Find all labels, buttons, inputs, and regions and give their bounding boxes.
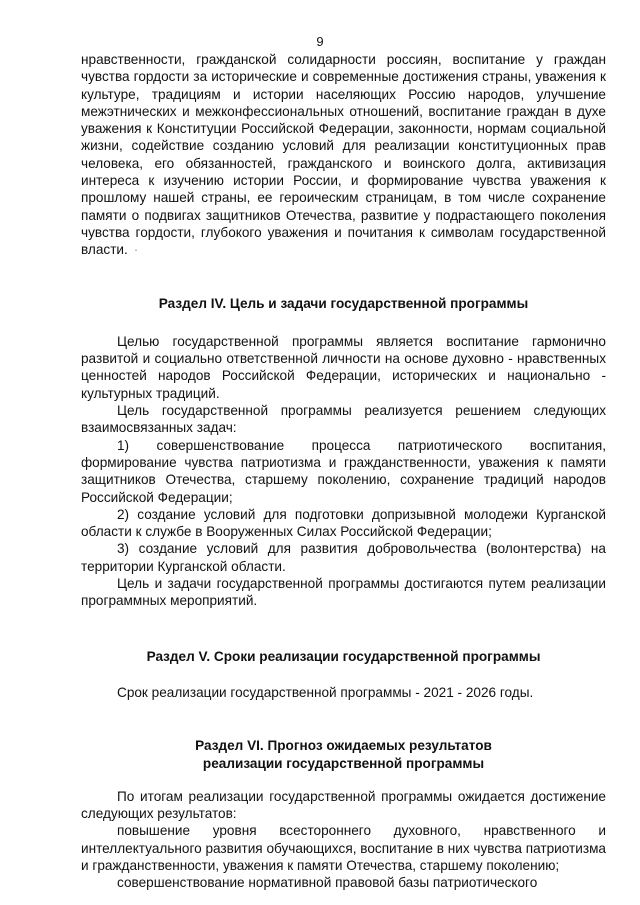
- section-4-paragraph-2: Цель государственной программы реализуется решением следующих взаимосвязанных задач:: [81, 403, 606, 436]
- stray-mark: ·: [133, 242, 139, 258]
- section-6-paragraph-1: По итогам реализации государственной программы ожидается достижение следующих результатов:: [81, 788, 606, 822]
- section-5-text: Срок реализации государственной программы - 2021 - 2026 годы.: [117, 684, 534, 700]
- section-4-task-2: 2) создание условий для подготовки допризывной молодежи Курганской области к службе в Вооруженных Силах Российской Федерации;: [81, 506, 606, 540]
- section-4-heading: Раздел IV. Цель и задачи государственной программы: [158, 295, 529, 311]
- page-content: [81, 51, 606, 892]
- section-4-task-1: 1) совершенствование процесса патриотического воспитания, формирование чувства патриотизма и гражданственности, уважения к памяти защитников Отечества, старшему поколению, сохранение традиций народов Российской Федерации;: [81, 437, 606, 505]
- section-4-task-3: 3) создание условий для развития добровольчества (волонтерства) на территории Курганской области.: [81, 541, 606, 574]
- section-6-heading-line-1: Раздел VI. Прогноз ожидаемых результатов: [195, 738, 492, 754]
- section-6-paragraph-2: повышение уровня всестороннего духовного, нравственного и интеллектуального развития обучающихся, воспитание в них чувства патриотизма и гражданственности, уважения к памяти Отечества, старшему поколению;: [81, 823, 606, 873]
- section-5-heading: Раздел V. Сроки реализации государственной программы: [146, 648, 541, 664]
- section-6-heading-line-2: реализации государственной программы: [202, 755, 485, 771]
- intro-text: нравственности, гражданской солидарности россиян, воспитание у граждан чувства гордости за исторические и современные достижения страны, уважения к культуре, традициям и истории населяющих Россию народов, улучшение межэтнических и межконфессиональных отношений, воспитание граждан в духе уважения к Конституции Российской Федерации, законности, нормам социальной жизни, содействие созданию условий для реализации конституционных прав человека, его обязанностей, гражданского и воинского долга, активизация интереса к изучению истории России, и формирование чувства уважения к прошлому нашей страны, ее героическим страницам, в том числе сохранение памяти о подвигах защитников Отечества, развитие у подрастающего поколения чувства гордости, глубокого уважения и почитания к символам государственной власти.: [81, 52, 606, 258]
- section-6-heading: [81, 737, 606, 772]
- page-number: 9: [316, 34, 324, 49]
- intro-paragraph: [81, 51, 606, 259]
- section-4-paragraph-3: Цель и задачи государственной программы достигаются путем реализации программных мероприятий.: [81, 576, 606, 609]
- section-6-paragraph-3: совершенствование нормативной правовой базы патриотического: [117, 875, 538, 891]
- section-4-paragraph-1: Целью государственной программы является воспитание гармонично развитой и социально ответственной личности на основе духовно - нравственных ценностей народов Российской Федерации, исторических и национально - культурных традиций.: [81, 333, 606, 401]
